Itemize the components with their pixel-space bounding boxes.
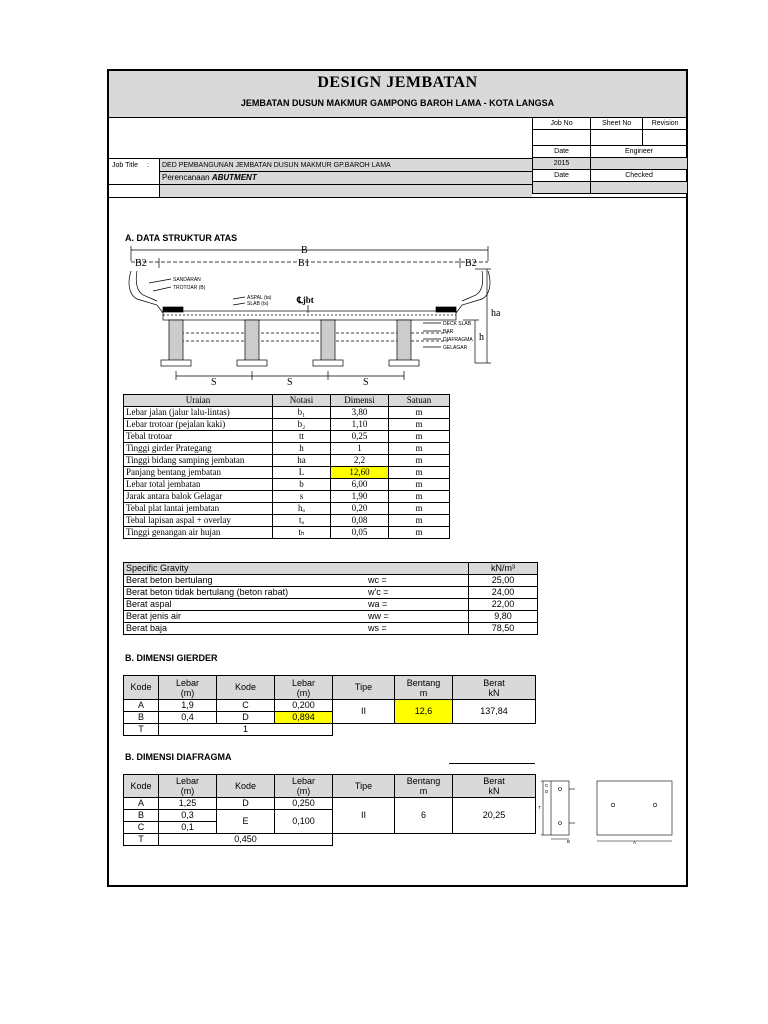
sg-value-cell: 24,00 xyxy=(469,587,538,599)
structure-notasi-cell: b₁ xyxy=(273,407,331,419)
g-lebar-header xyxy=(159,676,217,700)
g-row1-lebar: 0,4 xyxy=(159,712,217,724)
dim-h-label: h xyxy=(479,332,484,343)
g-lebar2-unit: (m) xyxy=(296,687,311,698)
centerline-label: ℄jbt xyxy=(297,295,314,305)
sg-value-cell: 25,00 xyxy=(469,575,538,587)
sg-value-cell: 9,80 xyxy=(469,611,538,623)
engineer-value xyxy=(591,158,688,170)
year-cell: 2015 xyxy=(533,158,591,170)
gierder-table xyxy=(123,675,536,736)
fig-label-b: B xyxy=(567,839,571,844)
specific-gravity-row xyxy=(124,587,538,599)
design-sheet xyxy=(107,69,688,887)
fig-label-t: T xyxy=(538,805,541,810)
date-label-1: Date xyxy=(533,146,591,158)
structure-satuan-cell: m xyxy=(389,515,450,527)
structure-notasi-cell: ha xyxy=(273,455,331,467)
perencanaan-row xyxy=(159,171,532,184)
structure-uraian-cell: Tebal trotoar xyxy=(124,431,273,443)
g-t-label: T xyxy=(124,724,159,736)
structure-satuan-cell: m xyxy=(389,503,450,515)
g-lebar2-header xyxy=(275,676,333,700)
d-lebar2-unit: (m) xyxy=(296,786,311,796)
label-sandaran: SANDARAN xyxy=(173,277,201,283)
structure-data-row xyxy=(124,419,450,431)
d-row0-lebar: 1,25 xyxy=(159,798,217,810)
g-row0-lebar: 1,9 xyxy=(159,700,217,712)
d-e-label: E xyxy=(217,810,275,834)
structure-uraian-cell: Tinggi bidang samping jembatan xyxy=(124,455,273,467)
label-trotoar: TROTOAR (B) xyxy=(173,285,206,291)
g-bentang-value: 12,6 xyxy=(395,700,453,724)
sg-value-cell: 22,00 xyxy=(469,599,538,611)
fig-label-d: D xyxy=(545,789,549,794)
structure-notasi-cell: L xyxy=(273,467,331,479)
sg-label-cell: Berat baja xyxy=(124,623,369,635)
sheet-header xyxy=(109,71,686,118)
specific-gravity-row xyxy=(124,623,538,635)
structure-satuan-cell: m xyxy=(389,407,450,419)
structure-notasi-cell: s xyxy=(273,491,331,503)
structure-dimensi-cell: 1,10 xyxy=(331,419,389,431)
checked-value xyxy=(591,182,688,194)
structure-satuan-cell: m xyxy=(389,491,450,503)
structure-dimensi-cell: 1,90 xyxy=(331,491,389,503)
diafragma-heading: B. DIMENSI DIAFRAGMA xyxy=(125,752,232,762)
sg-symbol-cell: ws = xyxy=(368,623,469,635)
structure-dimensi-cell: 12,60 xyxy=(331,467,389,479)
diafragma-figure xyxy=(537,777,677,845)
revision-value xyxy=(643,130,688,146)
g-row1-kode2: D xyxy=(217,712,275,724)
specific-gravity-heading: Specific Gravity xyxy=(124,563,469,575)
g-row0-lebar2: 0,200 xyxy=(275,700,333,712)
sg-value-cell: 78,50 xyxy=(469,623,538,635)
d-berat-title: Berat xyxy=(483,776,505,786)
structure-data-row xyxy=(124,503,450,515)
col-uraian-header: Uraian xyxy=(124,395,273,407)
structure-dimensi-cell: 0,08 xyxy=(331,515,389,527)
structure-notasi-cell: hₒ xyxy=(273,503,331,515)
g-berat-header xyxy=(453,676,536,700)
dim-b2-left-label: B2 xyxy=(135,258,147,269)
structure-uraian-cell: Tebal lapisan aspal + overlay xyxy=(124,515,273,527)
structure-uraian-cell: Lebar jalan (jalur lalu-lintas) xyxy=(124,407,273,419)
d-tipe-header: Tipe xyxy=(333,775,395,798)
d-lebar-title: Lebar xyxy=(175,776,200,786)
structure-notasi-cell: h xyxy=(273,443,331,455)
engineer-label: Engineer xyxy=(591,146,688,158)
d-berat-unit: kN xyxy=(488,786,500,796)
structure-dimensi-cell: 0,20 xyxy=(331,503,389,515)
sg-label-cell: Berat jenis air xyxy=(124,611,369,623)
structure-satuan-cell: m xyxy=(389,419,450,431)
d-lebar-header xyxy=(159,775,217,798)
d-row2-lebar: 0,1 xyxy=(159,822,217,834)
sg-label-cell: Berat beton tidak bertulang (beton rabat) xyxy=(124,587,369,599)
job-info-grid xyxy=(532,117,688,194)
d-t-label: T xyxy=(124,834,159,846)
g-row1-lebar2: 0,894 xyxy=(275,712,333,724)
sg-symbol-cell: ww = xyxy=(368,611,469,623)
d-bentang-unit: m xyxy=(419,786,428,796)
job-title-value: DED PEMBANGUNAN JEMBATAN DUSUN MAKMUR GP.BAROH LAMA xyxy=(159,159,532,171)
job-title-label: Job Title xyxy=(112,162,139,169)
structure-satuan-cell: m xyxy=(389,443,450,455)
specific-gravity-row xyxy=(124,611,538,623)
bridge-cross-section-diagram xyxy=(123,243,521,391)
g-tipe-header: Tipe xyxy=(333,676,395,700)
structure-satuan-cell: m xyxy=(389,467,450,479)
checked-label: Checked xyxy=(591,170,688,182)
d-berat-header xyxy=(453,775,536,798)
d-row0-kode: A xyxy=(124,798,159,810)
diafragma-table xyxy=(123,774,536,846)
d-lebar-unit: (m) xyxy=(180,786,195,796)
cross-section-svg xyxy=(123,243,521,391)
structure-data-row xyxy=(124,455,450,467)
structure-data-table xyxy=(123,394,450,539)
g-lebar-unit: (m) xyxy=(180,687,195,698)
d-row1-lebar: 0,3 xyxy=(159,810,217,822)
sheet-title: DESIGN JEMBATAN xyxy=(317,74,478,91)
dim-s2-label: S xyxy=(287,377,293,388)
section-a-heading: A. DATA STRUKTUR ATAS xyxy=(125,233,238,243)
job-no-value xyxy=(533,130,591,146)
d-lebar2-header xyxy=(275,775,333,798)
sg-label-cell: Berat aspal xyxy=(124,599,369,611)
structure-satuan-cell: m xyxy=(389,479,450,491)
structure-notasi-cell: tₕ xyxy=(273,527,331,539)
structure-satuan-cell: m xyxy=(389,431,450,443)
revision-label: Revision xyxy=(643,118,688,130)
structure-satuan-cell: m xyxy=(389,455,450,467)
g-tipe-value: II xyxy=(333,700,395,724)
dim-b1-label: B1 xyxy=(298,258,310,269)
d-row0-lebar2: 0,250 xyxy=(275,798,333,810)
structure-dimensi-cell: 0,05 xyxy=(331,527,389,539)
g-bentang-title: Bentang xyxy=(406,677,441,688)
structure-dimensi-cell: 0,25 xyxy=(331,431,389,443)
fig-label-c: C xyxy=(545,783,549,788)
fig-label-a: A xyxy=(633,840,637,845)
dim-s1-label: S xyxy=(211,377,217,388)
structure-data-row xyxy=(124,527,450,539)
structure-notasi-cell: tt xyxy=(273,431,331,443)
d-lebar2-title: Lebar xyxy=(291,776,316,786)
structure-uraian-cell: Tinggi genangan air hujan xyxy=(124,527,273,539)
gierder-heading: B. DIMENSI GIERDER xyxy=(125,653,218,663)
g-row1-kode: B xyxy=(124,712,159,724)
job-title-row xyxy=(109,158,532,172)
sheet-no-value xyxy=(591,130,643,146)
structure-uraian-cell: Panjang bentang jembatan xyxy=(124,467,273,479)
structure-uraian-cell: Lebar total jembatan xyxy=(124,479,273,491)
specific-gravity-unit: kN/m³ xyxy=(469,563,538,575)
g-bentang-unit: m xyxy=(419,687,428,698)
d-t-value: 0,450 xyxy=(159,834,333,846)
structure-uraian-cell: Tebal plat lantai jembatan xyxy=(124,503,273,515)
d-bentang-title: Bentang xyxy=(406,776,441,786)
col-satuan-header: Satuan xyxy=(389,395,450,407)
sheet-no-label: Sheet No xyxy=(591,118,643,130)
dim-ha-label: ha xyxy=(491,308,501,319)
structure-uraian-cell: Lebar trotoar (pejalan kaki) xyxy=(124,419,273,431)
d-bentang-value: 6 xyxy=(395,798,453,834)
structure-data-row xyxy=(124,479,450,491)
g-bentang-header xyxy=(395,676,453,700)
structure-satuan-cell: m xyxy=(389,527,450,539)
sheet-subtitle: JEMBATAN DUSUN MAKMUR GAMPONG BAROH LAMA - KOTA LANGSA xyxy=(240,98,555,108)
g-kode2-header: Kode xyxy=(217,676,275,700)
label-bar: BAR xyxy=(443,329,454,335)
d-kode2-header: Kode xyxy=(217,775,275,798)
structure-data-row xyxy=(124,431,450,443)
g-row0-kode2: C xyxy=(217,700,275,712)
job-title-colon: : xyxy=(147,162,149,169)
specific-gravity-table xyxy=(123,562,538,635)
dim-b2-right-label: B2 xyxy=(465,258,477,269)
sg-symbol-cell: wa = xyxy=(368,599,469,611)
g-lebar-title: Lebar xyxy=(175,677,200,688)
label-slab: SLAB (ts) xyxy=(247,301,269,307)
g-berat-unit: kN xyxy=(488,687,500,698)
structure-notasi-cell: tₐ xyxy=(273,515,331,527)
specific-gravity-row xyxy=(124,599,538,611)
sg-label-cell: Berat beton bertulang xyxy=(124,575,369,587)
label-aspal: ASPAL (ta) xyxy=(247,295,272,301)
g-row0-kode: A xyxy=(124,700,159,712)
perencanaan-value: ABUTMENT xyxy=(211,173,257,182)
date-value-2 xyxy=(533,182,591,194)
d-berat-value: 20,25 xyxy=(453,798,536,834)
structure-data-row xyxy=(124,467,450,479)
structure-uraian-cell: Jarak antara balok Gelagar xyxy=(124,491,273,503)
label-diafragma: DIAFRAGMA xyxy=(443,337,473,343)
col-notasi-header: Notasi xyxy=(273,395,331,407)
structure-data-row xyxy=(124,491,450,503)
date-label-2: Date xyxy=(533,170,591,182)
structure-notasi-cell: b₂ xyxy=(273,419,331,431)
g-berat-value: 137,84 xyxy=(453,700,536,724)
d-tipe-value: II xyxy=(333,798,395,834)
structure-data-row xyxy=(124,443,450,455)
d-e-value: 0,100 xyxy=(275,810,333,834)
structure-notasi-cell: b xyxy=(273,479,331,491)
d-row2-kode: C xyxy=(124,822,159,834)
d-row0-kode2: D xyxy=(217,798,275,810)
d-kode-header: Kode xyxy=(124,775,159,798)
label-gelagar: GELAGAR xyxy=(443,345,468,351)
structure-dimensi-cell: 2,2 xyxy=(331,455,389,467)
structure-uraian-cell: Tinggi girder Prategang xyxy=(124,443,273,455)
label-deck-slab: DECK SLAB xyxy=(443,321,472,327)
g-berat-title: Berat xyxy=(483,677,505,688)
perencanaan-prefix: Perencanaan xyxy=(162,173,210,182)
g-t-value: 1 xyxy=(159,724,333,736)
d-bentang-header xyxy=(395,775,453,798)
col-dimensi-header: Dimensi xyxy=(331,395,389,407)
structure-dimensi-cell: 6,00 xyxy=(331,479,389,491)
g-lebar2-title: Lebar xyxy=(291,677,316,688)
sg-symbol-cell: wc = xyxy=(368,575,469,587)
dim-s3-label: S xyxy=(363,377,369,388)
structure-data-row xyxy=(124,515,450,527)
job-no-label: Job No xyxy=(533,118,591,130)
d-row1-kode: B xyxy=(124,810,159,822)
structure-dimensi-cell: 3,80 xyxy=(331,407,389,419)
structure-data-row xyxy=(124,407,450,419)
blank-row xyxy=(109,184,532,197)
structure-dimensi-cell: 1 xyxy=(331,443,389,455)
dim-b-label: B xyxy=(301,245,308,256)
g-kode-header: Kode xyxy=(124,676,159,700)
specific-gravity-row xyxy=(124,575,538,587)
sg-symbol-cell: w'c = xyxy=(368,587,469,599)
